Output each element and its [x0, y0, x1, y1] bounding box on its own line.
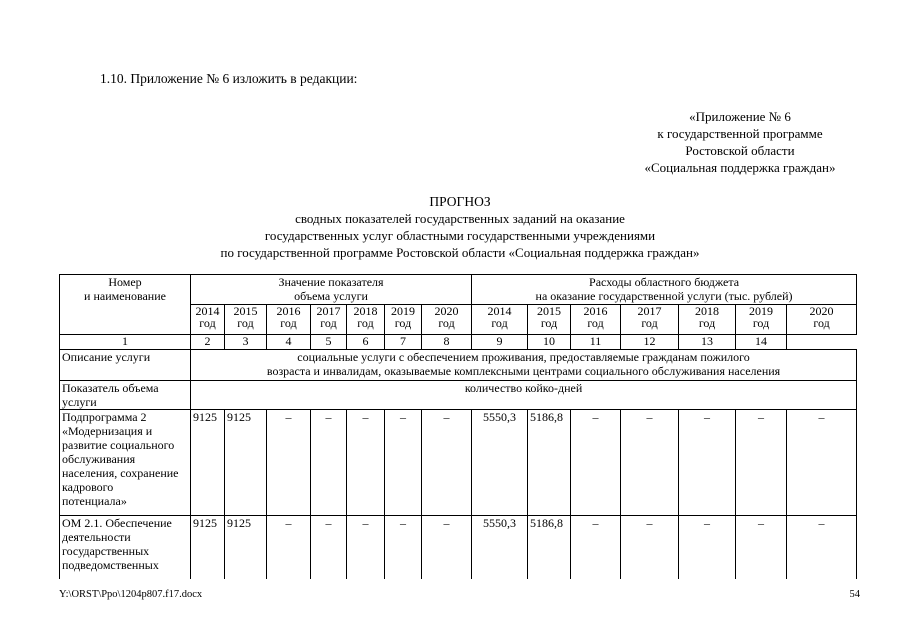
- year-header: 2016 год: [571, 304, 621, 335]
- volume-cell: –: [267, 516, 311, 579]
- column-number: 12: [621, 335, 679, 350]
- volume-cell: 9125: [191, 410, 225, 516]
- column-number: 6: [347, 335, 385, 350]
- year-header: 2014 год: [191, 304, 225, 335]
- row-name: ОМ 2.1. Обеспечение деятельности государственных подведомственных: [60, 516, 191, 579]
- volume-cell: 9125: [225, 516, 267, 579]
- year-header: 2017 год: [621, 304, 679, 335]
- column-number: 10: [528, 335, 571, 350]
- expense-cell: –: [787, 516, 857, 579]
- footer-file-path: Y:\ORST\Ppo\1204p807.f17.docx: [59, 589, 203, 600]
- year-header: 2014 год: [472, 304, 528, 335]
- service-label: Описание услуги: [60, 350, 191, 381]
- service-description-row: [60, 350, 857, 381]
- indicator-label: Показатель объема услуги: [60, 380, 191, 410]
- column-number: 5: [311, 335, 347, 350]
- table-row: [60, 410, 857, 516]
- volume-cell: –: [385, 516, 422, 579]
- volume-cell: –: [347, 410, 385, 516]
- year-header: 2018 год: [347, 304, 385, 335]
- appendix-line: Ростовской области: [685, 143, 795, 158]
- expense-cell: –: [571, 516, 621, 579]
- column-number: 11: [571, 335, 621, 350]
- expense-cell: 5550,3: [472, 410, 528, 516]
- row-name: Подпрограмма 2 «Модернизация и развитие социального обслуживания населения, сохранение кадрового потенциала»: [60, 410, 191, 516]
- expense-cell: –: [736, 516, 787, 579]
- year-header: 2020 год: [787, 304, 857, 335]
- expense-cell: –: [736, 410, 787, 516]
- column-number: 8: [422, 335, 472, 350]
- column-number: 13: [679, 335, 736, 350]
- volume-cell: –: [385, 410, 422, 516]
- appendix-reference: [590, 108, 890, 176]
- expense-cell: 5550,3: [472, 516, 528, 579]
- expense-group-header: Расходы областного бюджета на оказание государственной услуги (тыс. рублей): [472, 275, 857, 305]
- column-number: 7: [385, 335, 422, 350]
- year-header: 2016 год: [267, 304, 311, 335]
- group-header-row: [60, 275, 857, 305]
- volume-group-header: Значение показателя объема услуги: [191, 275, 472, 305]
- column-number-row: [60, 335, 857, 350]
- column-number: 3: [225, 335, 267, 350]
- volume-cell: –: [422, 516, 472, 579]
- volume-cell: 9125: [225, 410, 267, 516]
- year-header: 2017 год: [311, 304, 347, 335]
- heading-title: ПРОГНОЗ: [429, 194, 491, 209]
- volume-cell: –: [422, 410, 472, 516]
- document-heading: [150, 193, 770, 261]
- volume-cell: 9125: [191, 516, 225, 579]
- appendix-line: «Приложение № 6: [689, 109, 791, 124]
- year-header: 2019 год: [736, 304, 787, 335]
- name-column-header: Номер и наименование: [60, 275, 191, 335]
- forecast-table: [59, 274, 857, 579]
- column-number: 2: [191, 335, 225, 350]
- expense-cell: –: [571, 410, 621, 516]
- heading-line: государственных услуг областными государственными учреждениями: [264, 228, 656, 243]
- expense-cell: –: [621, 516, 679, 579]
- appendix-line: «Социальная поддержка граждан»: [644, 160, 836, 175]
- heading-line: по государственной программе Ростовской области «Социальная поддержка граждан»: [220, 245, 700, 260]
- column-number: 4: [267, 335, 311, 350]
- expense-cell: –: [679, 516, 736, 579]
- indicator-row: [60, 380, 857, 410]
- table-row: [60, 516, 857, 579]
- appendix-line: к государственной программе: [657, 126, 823, 141]
- indicator-text: количество койко-дней: [191, 380, 857, 410]
- column-number: 9: [472, 335, 528, 350]
- expense-cell: –: [679, 410, 736, 516]
- year-header: 2015 год: [225, 304, 267, 335]
- column-number: 14: [736, 335, 787, 350]
- year-header: 2018 год: [679, 304, 736, 335]
- expense-cell: 5186,8: [528, 410, 571, 516]
- volume-cell: –: [347, 516, 385, 579]
- heading-line: сводных показателей государственных заданий на оказание: [295, 211, 625, 226]
- volume-cell: –: [267, 410, 311, 516]
- volume-cell: –: [311, 516, 347, 579]
- page-number: 54: [849, 589, 860, 600]
- expense-cell: 5186,8: [528, 516, 571, 579]
- expense-cell: –: [621, 410, 679, 516]
- service-description: социальные услуги с обеспечением проживания, предоставляемые гражданам пожилого возраста и инвалидам, оказываемые комплексными центрами социального обслуживания населения: [191, 350, 857, 381]
- year-header: 2020 год: [422, 304, 472, 335]
- expense-cell: –: [787, 410, 857, 516]
- year-header: 2019 год: [385, 304, 422, 335]
- column-number: 1: [60, 335, 191, 350]
- intro-line: 1.10. Приложение № 6 изложить в редакции:: [100, 71, 358, 86]
- volume-cell: –: [311, 410, 347, 516]
- year-header: 2015 год: [528, 304, 571, 335]
